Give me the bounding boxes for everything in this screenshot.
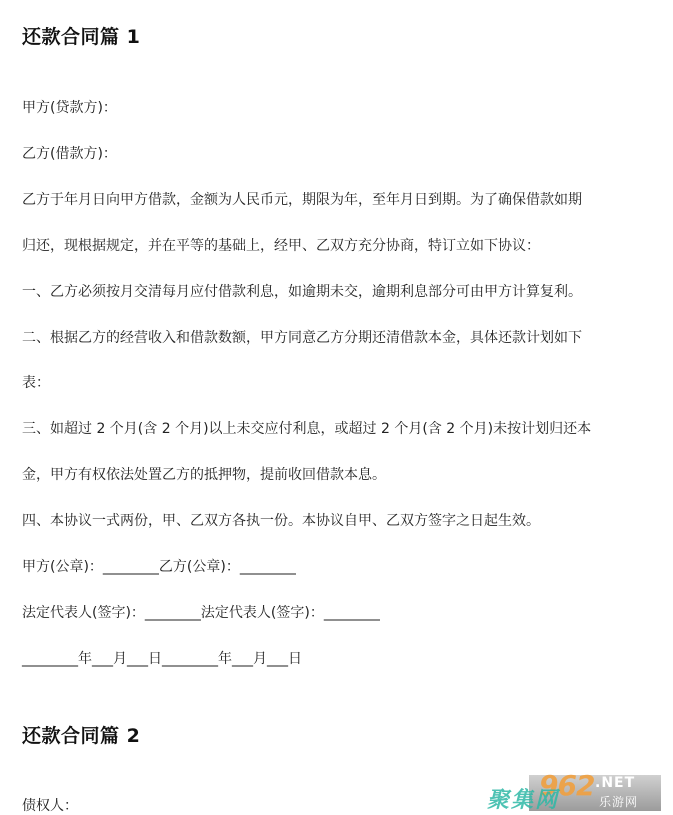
clause-4: 四、本协议一式两份，甲、乙双方各执一份。本协议自甲、乙双方签字之日起生效。 <box>22 513 540 529</box>
section-1-title: 还款合同篇 1 <box>22 26 141 48</box>
party-b-label: 乙方(借款方)： <box>22 146 117 162</box>
clause-2-line-1: 二、根据乙方的经营收入和借款数额，甲方同意乙方分期还清借款本金，具体还款计划如下 <box>22 330 582 346</box>
intro-line-1: 乙方于年月日向甲方借款，金额为人民币元，期限为年，至年月日到期。为了确保借款如期 <box>22 192 582 208</box>
seal-line: 甲方(公章)：________乙方(公章)：________ <box>22 559 296 575</box>
section-2-title: 还款合同篇 2 <box>22 725 141 747</box>
clause-1: 一、乙方必须按月交清每月应付借款利息，如逾期未交，逾期利息部分可由甲方计算复利。 <box>22 284 582 300</box>
intro-line-2: 归还，现根据规定，并在平等的基础上，经甲、乙双方充分协商，特订立如下协议： <box>22 238 540 254</box>
creditor-label: 债权人： <box>22 798 78 814</box>
watermark-overlay-text: 聚集网 <box>487 788 560 813</box>
date-line: ________年___月___日________年___月___日 <box>22 651 302 667</box>
clause-3-line-1: 三、如超过 2 个月(含 2 个月)以上未交应付利息，或超过 2 个月(含 2 个月)未按计划归还本 <box>22 421 592 437</box>
party-a-label: 甲方(贷款方)： <box>22 100 117 116</box>
signature-line: 法定代表人(签字)：________法定代表人(签字)：________ <box>22 605 380 621</box>
watermark-domain: .NET <box>595 775 636 791</box>
clause-2-line-2: 表： <box>22 375 50 391</box>
site-watermark <box>487 769 667 815</box>
clause-3-line-2: 金，甲方有权依法处置乙方的抵押物，提前收回借款本息。 <box>22 467 386 483</box>
watermark-subtitle: 乐游网 <box>599 795 639 809</box>
watermark-number: 962 <box>539 769 595 802</box>
